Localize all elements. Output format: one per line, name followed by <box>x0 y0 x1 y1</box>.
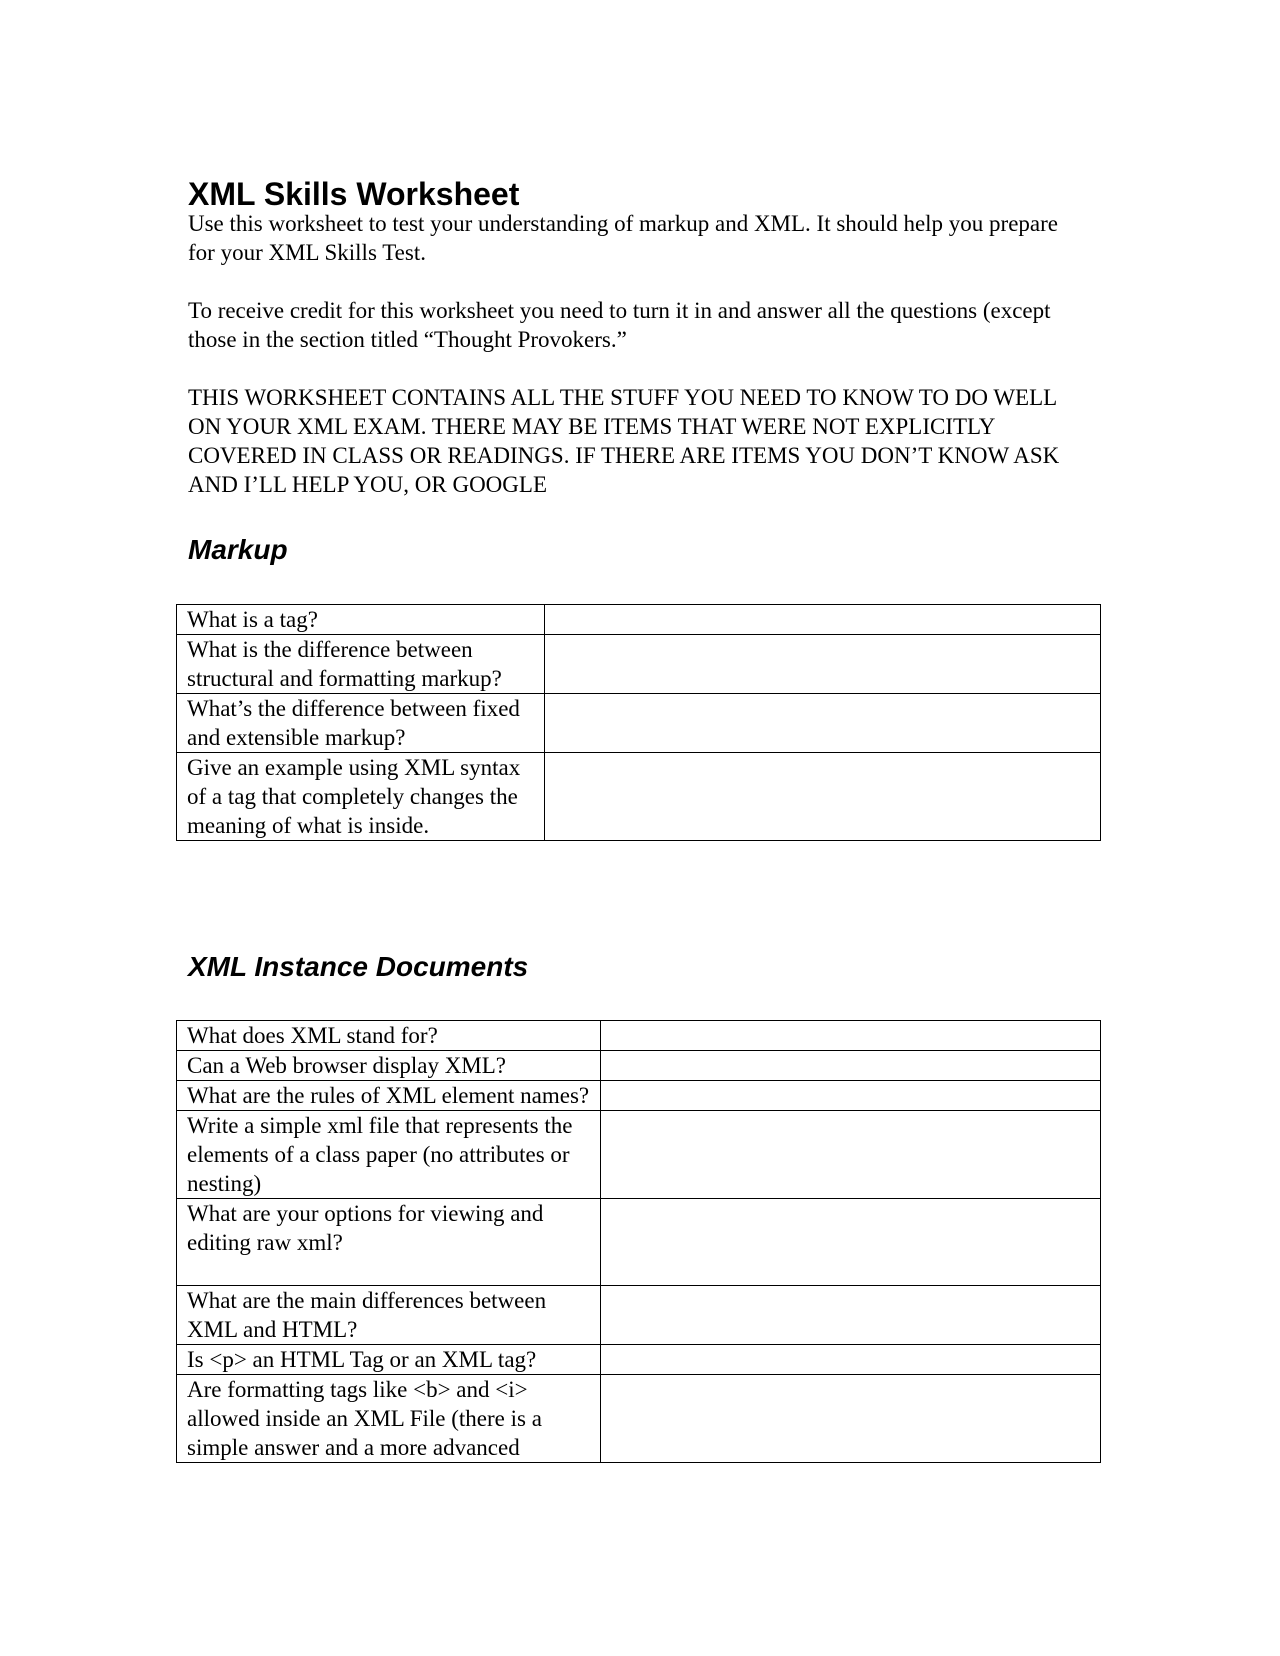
question-cell: Is <p> an HTML Tag or an XML tag? <box>177 1345 601 1375</box>
table-row <box>177 1051 1101 1081</box>
answer-cell[interactable] <box>601 1286 1101 1345</box>
table-row <box>177 753 1101 841</box>
markup-question-table <box>176 604 1101 841</box>
table-row <box>177 635 1101 694</box>
table-row <box>177 1345 1101 1375</box>
answer-cell[interactable] <box>601 1081 1101 1111</box>
answer-cell[interactable] <box>601 1111 1101 1199</box>
question-cell: What are the main differences between XML and HTML? <box>177 1286 601 1345</box>
table-row <box>177 1021 1101 1051</box>
answer-cell[interactable] <box>545 694 1101 753</box>
question-cell: Write a simple xml file that represents the elements of a class paper (no attributes or nesting) <box>177 1111 601 1199</box>
table-row <box>177 605 1101 635</box>
question-cell: Give an example using XML syntax of a tag that completely changes the meaning of what is inside. <box>177 753 545 841</box>
question-cell: What is a tag? <box>177 605 545 635</box>
question-cell: Are formatting tags like <b> and <i> allowed inside an XML File (there is a simple answer and a more advanced <box>177 1375 601 1463</box>
question-cell: Can a Web browser display XML? <box>177 1051 601 1081</box>
notice-paragraph: THIS WORKSHEET CONTAINS ALL THE STUFF YOU NEED TO KNOW TO DO WELL ON YOUR XML EXAM. THERE MAY BE ITEMS THAT WERE NOT EXPLICITLY COVERED IN CLASS OR READINGS. IF THERE ARE ITEMS YOU DON’T KNOW ASK AND I’LL HELP YOU, OR GOOGLE <box>188 385 1060 497</box>
answer-cell[interactable] <box>545 753 1101 841</box>
question-cell: What does XML stand for? <box>177 1021 601 1051</box>
answer-cell[interactable] <box>601 1375 1101 1463</box>
answer-cell[interactable] <box>601 1051 1101 1081</box>
credit-paragraph: To receive credit for this worksheet you need to turn it in and answer all the questions (except those in the section titled “Thought Provokers.” <box>188 298 1051 352</box>
question-cell: What’s the difference between fixed and extensible markup? <box>177 694 545 753</box>
question-cell: What is the difference between structural and formatting markup? <box>177 635 545 694</box>
intro-paragraph: Use this worksheet to test your understanding of markup and XML. It should help you prepare for your XML Skills Test. <box>188 211 1058 265</box>
answer-cell[interactable] <box>601 1021 1101 1051</box>
answer-cell[interactable] <box>545 635 1101 694</box>
answer-cell[interactable] <box>601 1345 1101 1375</box>
table-row <box>177 694 1101 753</box>
section-heading-markup: Markup <box>188 534 288 565</box>
table-row <box>177 1081 1101 1111</box>
section-heading-xml-instance-documents: XML Instance Documents <box>188 951 529 982</box>
table-row <box>177 1375 1101 1463</box>
answer-cell[interactable] <box>545 605 1101 635</box>
question-cell: What are your options for viewing and editing raw xml? <box>177 1199 601 1286</box>
xml-instance-question-table <box>176 1020 1101 1463</box>
table-row <box>177 1286 1101 1345</box>
question-cell: What are the rules of XML element names? <box>177 1081 601 1111</box>
answer-cell[interactable] <box>601 1199 1101 1286</box>
table-row <box>177 1199 1101 1286</box>
page-title: XML Skills Worksheet <box>188 176 520 212</box>
table-row <box>177 1111 1101 1199</box>
